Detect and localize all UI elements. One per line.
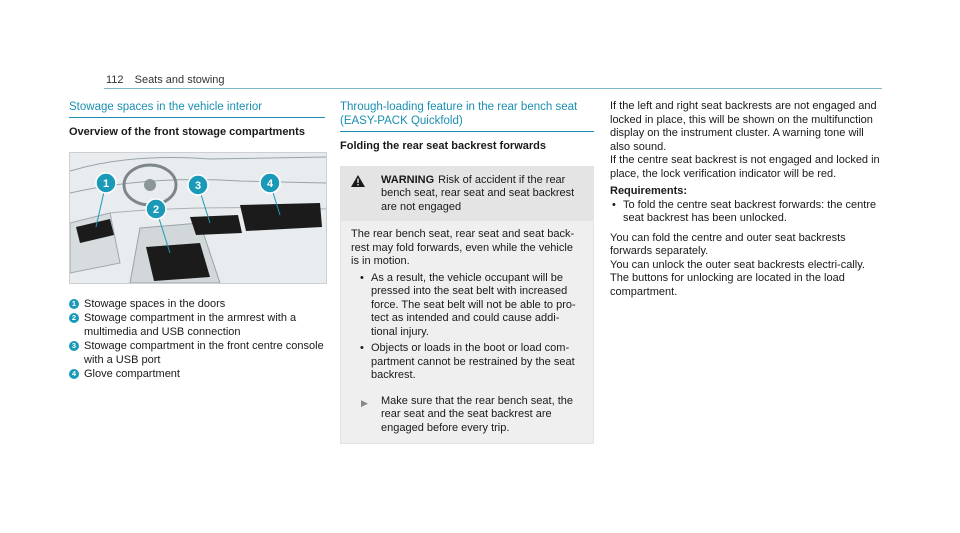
callout-2	[146, 199, 166, 219]
legend-text: Stowage compartment in the armrest with a multimedia and USB connection	[84, 312, 297, 338]
legend-badge: 3	[69, 341, 79, 351]
legend-list	[69, 298, 325, 382]
right-column	[610, 100, 880, 299]
warning-bullets	[351, 272, 583, 383]
paragraph-fold-separately: You can fold the centre and outer seat backrests forwards separately.	[610, 231, 846, 257]
warning-body	[341, 221, 593, 443]
warning-action	[351, 395, 583, 436]
requirements-list	[610, 199, 880, 226]
legend-item	[69, 368, 325, 382]
warning-heading: Risk of accident if the rear bench seat, rear seat and seat backrest are not engaged	[381, 173, 575, 213]
subtitle-overview: Overview of the front stowage compartments	[69, 126, 305, 138]
callout-1	[96, 173, 116, 193]
middle-column	[340, 100, 594, 444]
warning-text: The rear bench seat, rear seat and seat back-rest may fold forwards, even while the vehicle is in motion.	[351, 228, 575, 267]
callout-3	[188, 175, 208, 195]
warning-label: WARNING	[381, 173, 435, 186]
legend-badge: 2	[69, 313, 79, 323]
requirement-item: • To fold the centre seat backrest forwards: the centre seat backrest has been unlocked.	[610, 199, 880, 226]
header-divider	[104, 88, 882, 89]
legend-text: Stowage spaces in the doors	[84, 297, 226, 310]
legend-badge: 4	[69, 369, 79, 379]
svg-text:1: 1	[102, 177, 110, 190]
legend-badge: 1	[69, 299, 79, 309]
warning-box	[340, 166, 594, 445]
svg-text:3: 3	[194, 179, 202, 192]
chapter-title: Seats and stowing	[134, 74, 225, 86]
svg-text:2: 2	[152, 203, 160, 216]
warning-bullet: • Objects or loads in the boot or load com-partment cannot be restrained by the seat backrest.	[351, 342, 583, 383]
warning-header	[341, 167, 593, 222]
svg-text:4: 4	[266, 177, 274, 190]
interior-illustration	[69, 152, 327, 284]
requirements-title: Requirements:	[610, 185, 688, 197]
page-header	[106, 74, 225, 86]
section-title-through-loading: Through-loading feature in the rear bench seat (EASY-PACK Quickfold)	[340, 100, 594, 132]
legend-text: Stowage compartment in the front centre console with a USB port	[84, 340, 324, 366]
paragraph-centre-backrest: If the centre seat backrest is not engaged and locked in place, the lock verification indicator will be red.	[610, 154, 880, 180]
left-column	[69, 100, 325, 383]
interior-drawing	[70, 153, 326, 283]
warning-bullet: • As a result, the vehicle occupant will be pressed into the seat belt with increased force. The seat belt will not be able to pro-tect as intended and could cause addi-tional injury.	[351, 272, 583, 340]
legend-text: Glove compartment	[84, 368, 180, 380]
section-title-stowage: Stowage spaces in the vehicle interior	[69, 100, 325, 118]
subtitle-folding: Folding the rear seat backrest forwards	[340, 140, 547, 152]
paragraph-unlock-electrically: You can unlock the outer seat backrests electri-cally. The buttons for unlocking are located in the load compartment.	[610, 258, 865, 298]
legend-item	[69, 312, 325, 339]
warning-action-text: Make sure that the rear bench seat, the rear seat and the seat backrest are engaged before every trip.	[381, 394, 574, 434]
legend-item	[69, 298, 325, 312]
action-arrow-icon: ▶	[361, 397, 368, 408]
warning-triangle-icon	[351, 175, 365, 192]
page-number: 112	[106, 74, 124, 86]
callout-4	[260, 173, 280, 193]
paragraph-backrest-indicator: If the left and right seat backrests are not engaged and locked in place, this will be shown on the multifunction display on the instrument cluster. A warning tone will also sound.	[610, 100, 877, 153]
legend-item	[69, 340, 325, 367]
